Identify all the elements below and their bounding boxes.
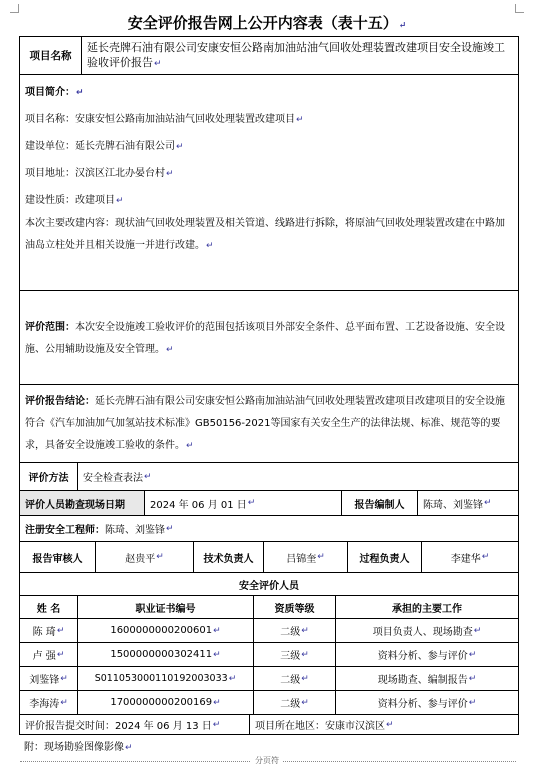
evaluation-scope-section	[20, 291, 518, 385]
registered-engineers-row	[20, 516, 518, 542]
person-duty[interactable]: 现场勘查、编制报告 ↵	[377, 673, 477, 686]
person-name[interactable]: 卢 强 ↵	[20, 643, 78, 666]
person-duty[interactable]: 资料分析、参与评价 ↵	[377, 697, 477, 710]
intro-builder[interactable]: 建设单位：延长壳牌石油有限公司↵	[25, 141, 184, 152]
col-header-cert: 职业证书编号	[78, 596, 254, 618]
author-value[interactable]: 陈琦、刘鉴锋 ↵	[423, 498, 492, 511]
project-region[interactable]: 项目所在地区：安康市汉滨区 ↵	[255, 719, 394, 732]
title-text: 安全评价报告网上公开内容表（表十五）	[127, 14, 398, 32]
col-header-duty: 承担的主要工作	[392, 603, 462, 615]
conclusion-text[interactable]: 评价报告结论：延长壳牌石油有限公司安康安恒公路南加油站油气回收处理装置改建项目改建项目的安全设施符合《汽车加油加气加氢站技术标准》GB50156-2021等国家有关安全生产的法律法规、标准、规范等的要求，具备安全设施竣工验收的条件。↵	[25, 396, 505, 451]
tech-lead-value[interactable]: 吕锦奎 ↵	[264, 542, 348, 572]
review-value[interactable]: 赵贵平 ↵	[96, 542, 194, 572]
person-level[interactable]: 二级 ↵	[254, 619, 336, 642]
survey-row	[20, 491, 518, 516]
process-lead-value[interactable]: 李建华 ↵	[450, 552, 490, 565]
review-label: 报告审核人	[20, 542, 96, 572]
tech-lead-label: 技术负责人	[194, 542, 264, 572]
paragraph-mark-icon: ↵	[398, 21, 407, 31]
col-header-level: 资质等级	[254, 596, 336, 618]
reviewers-row	[20, 542, 518, 573]
personnel-heading: 安全评价人员	[239, 580, 299, 592]
method-row	[20, 463, 518, 491]
project-name-row	[20, 37, 518, 75]
person-duty[interactable]: 项目负责人、现场勘查 ↵	[372, 625, 482, 638]
person-level[interactable]: 二级 ↵	[254, 667, 336, 690]
intro-nature[interactable]: 建设性质：改建项目↵	[25, 195, 124, 206]
col-header-name: 姓 名	[20, 596, 78, 618]
table-row	[20, 667, 518, 691]
person-cert[interactable]: 1500000000302411 ↵	[78, 643, 254, 666]
person-cert[interactable]: 1600000000200601 ↵	[78, 619, 254, 642]
project-name-value[interactable]: 延长壳牌石油有限公司安康安恒公路南加油站油气回收处理装置改建项目安全设施竣工验收评价报告↵	[87, 41, 505, 69]
author-label: 报告编制人	[342, 491, 418, 515]
intro-heading: 项目简介：↵	[25, 87, 84, 98]
submission-row	[20, 715, 518, 734]
table-row	[20, 643, 518, 667]
intro-project-name[interactable]: 项目名称：安康安恒公路南加油站油气回收处理装置改建项目↵	[25, 114, 304, 125]
person-level[interactable]: 三级 ↵	[254, 643, 336, 666]
page-break-label: 分页符	[0, 755, 534, 766]
scope-text[interactable]: 评价范围：本次安全设施竣工验收评价的范围包括该项目外部安全条件、总平面布置、工艺设备设施、安全设施、公用辅助设施及安全管理。↵	[25, 322, 505, 355]
person-name[interactable]: 李海涛 ↵	[20, 691, 78, 714]
person-name[interactable]: 陈 琦 ↵	[20, 619, 78, 642]
conclusion-section	[20, 385, 518, 463]
table-row	[20, 619, 518, 643]
intro-address[interactable]: 项目地址：汉滨区江北办晏台村↵	[25, 168, 174, 179]
disclosure-table	[19, 36, 519, 735]
method-label: 评价方法	[20, 463, 78, 490]
table-row	[20, 691, 518, 715]
person-name[interactable]: 刘鉴锋 ↵	[20, 667, 78, 690]
attachment-note: 附：现场勘验图像影像↵	[24, 742, 133, 753]
paragraph-mark-icon: ↵	[125, 743, 133, 753]
intro-content[interactable]: 本次主要改建内容：现状油气回收处理装置及相关管道、线路进行拆除，将原油气回收处理装置改建在中路加油岛立柱处并且相关设施一并进行改建。↵	[25, 218, 505, 251]
survey-date-label: 评价人员勘查现场日期	[20, 491, 145, 515]
person-cert[interactable]: 1700000000200169 ↵	[78, 691, 254, 714]
person-cert[interactable]: S011053000110192003033 ↵	[78, 667, 254, 690]
paragraph-mark-icon: ↵	[154, 59, 162, 69]
method-value[interactable]: 安全检查表法 ↵	[83, 471, 152, 484]
registered-engineers[interactable]: 注册安全工程师： 陈琦、刘鉴锋 ↵	[25, 523, 174, 536]
person-duty[interactable]: 资料分析、参与评价 ↵	[377, 649, 477, 662]
survey-date-value[interactable]: 2024 年 06 月 01 日 ↵	[145, 491, 342, 515]
personnel-heading-row	[20, 573, 518, 596]
project-name-label: 项目名称	[20, 37, 82, 74]
document-title	[0, 12, 534, 33]
personnel-header-row	[20, 596, 518, 619]
project-intro-section	[20, 75, 518, 291]
process-lead-label: 过程负责人	[348, 542, 422, 572]
submission-date[interactable]: 评价报告提交时间：2024 年 06 月 13 日 ↵	[20, 715, 250, 734]
person-level[interactable]: 二级 ↵	[254, 691, 336, 714]
